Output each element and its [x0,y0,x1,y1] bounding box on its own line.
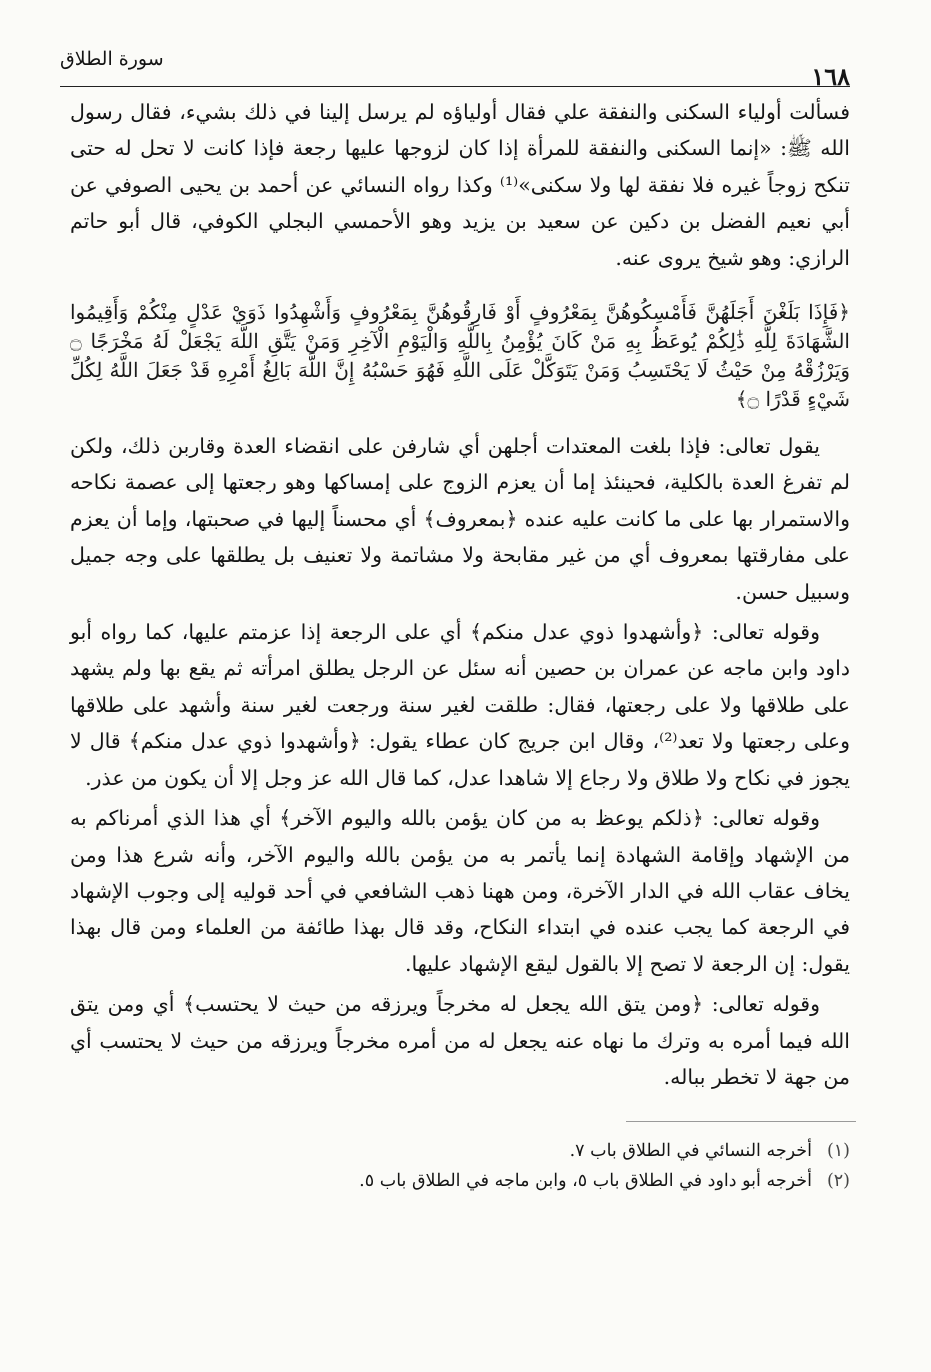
book-page [60,40,850,1350]
page-header [60,40,850,91]
footnote-number: (٢) [826,1171,850,1192]
commentary-paragraph-4: وقوله تعالى: ﴿ومن يتق الله يجعل له مخرجاً ويرزقه من حيث لا يحتسب﴾ أي ومن يتق الله فيما أمره به وترك ما نهاه عنه يجعل له من أمره مخرجاً ويرزقه من حيث لا يحتسب أي من جهة لا تخطر بباله. [70,992,850,1089]
header-divider [60,86,850,87]
footnote-text: أخرجه أبو داود في الطلاق باب ٥، وابن ماجه في الطلاق باب ٥. [359,1171,812,1192]
commentary-paragraph-3: وقوله تعالى: ﴿ذلكم يوعظ به من كان يؤمن بالله واليوم الآخر﴾ أي هذا الذي أمرناكم به من الإشهاد وإقامة الشهادة إنما يأتمر به من يؤمن بالله واليوم الآخر، وأنه شرع هذا ومن يخاف عقاب الله في الدار الآخرة، ومن ههنا ذهب الشافعي في أحد قوليه إلى وجوب الإشهاد في الرجعة كما يجب عنده في ابتداء النكاح، وقد قال بهذا طائفة من العلماء ومن قال بهذا يقول: إن الرجعة لا تصح إلا بالقول ليقع الإشهاد عليها. [70,806,850,976]
footnote-number: (١) [826,1141,850,1162]
opening-paragraph: فسألت أولياء السكنى والنفقة علي فقال أولياؤه لم يرسل إلينا في ذلك بشيء، فقال رسول الله ﷺ: «إنما السكنى والنفقة للمرأة إذا كان لزوجها عليها رجعة فإذا كانت لا تحل له حتى تنكح زوجاً غيره فلا نفقة لها ولا سكنى»⁽¹⁾ وكذا رواه النسائي عن أحمد بن يحيى الصوفي عن أبي نعيم الفضل بن دكين عن سعيد بن يزيد وهو الأحمسي البجلي الكوفي، قال أبو حاتم الرازي: وهو شيخ يروى عنه. [70,100,850,270]
footnote-1 [70,1136,850,1166]
surah-title: سورة الطلاق [60,48,164,70]
commentary-paragraph-2: وقوله تعالى: ﴿وأشهدوا ذوي عدل منكم﴾ أي على الرجعة إذا عزمتم عليها، كما رواه أبو داود وابن ماجه عن عمران بن حصين أنه سئل عن الرجل يطلق امرأته ثم يقع بها ولم يشهد على طلاقها ولا على رجعتها، فقال: طلقت لغير سنة ورجعت لغير سنة وأشهد على طلاقها وعلى رجعتها ولا تعد⁽²⁾، وقال ابن جريج كان عطاء يقول: ﴿وأشهدوا ذوي عدل منكم﴾ قال لا يجوز في نكاح ولا طلاق ولا رجاع إلا شاهدا عدل، كما قال الله عز وجل إلا أن يكون من عذر. [70,620,850,790]
quran-verse: ﴿فَإِذَا بَلَغْنَ أَجَلَهُنَّ فَأَمْسِكُوهُنَّ بِمَعْرُوفٍ أَوْ فَارِقُوهُنَّ بِمَعْرُوفٍ وَأَشْهِدُوا ذَوَيْ عَدْلٍ مِنْكُمْ وَأَقِيمُوا الشَّهَادَةَ لِلَّهِ ذَٰلِكُمْ يُوعَظُ بِهِ مَنْ كَانَ يُؤْمِنُ بِاللَّهِ وَالْيَوْمِ الْآخِرِ وَمَنْ يَتَّقِ اللَّهَ يَجْعَلْ لَهُ مَخْرَجًا ۝ وَيَرْزُقْهُ مِنْ حَيْثُ لَا يَحْتَسِبُ وَمَنْ يَتَوَكَّلْ عَلَى اللَّهِ فَهُوَ حَسْبُهُ إِنَّ اللَّهَ بَالِغُ أَمْرِهِ قَدْ جَعَلَ اللَّهُ لِكُلِّ شَيْءٍ قَدْرًا ۝﴾ [70,300,850,412]
footnote-divider [626,1121,856,1122]
footnote-2 [70,1166,850,1196]
page-number: ١٦٨ [811,62,850,91]
footnotes [70,1136,850,1196]
footnote-text: أخرجه النسائي في الطلاق باب ٧. [569,1141,812,1162]
commentary-paragraph-1: يقول تعالى: فإذا بلغت المعتدات أجلهن أي شارفن على انقضاء العدة وقاربن ذلك، ولكن لم تفرغ العدة بالكلية، فحينئذ إما أن يعزم الزوج على إمساكها وهو رجعتها إلى عصمة نكاحه والاستمرار بها على ما كانت عليه عنده ﴿بمعروف﴾ أي محسناً إليها في صحبتها، وإما أن يعزم على مفارقتها بمعروف أي من غير مقابحة ولا مشاتمة ولا تعنيف بل يطلقها على وجه جميل وسبيل حسن. [70,434,850,604]
